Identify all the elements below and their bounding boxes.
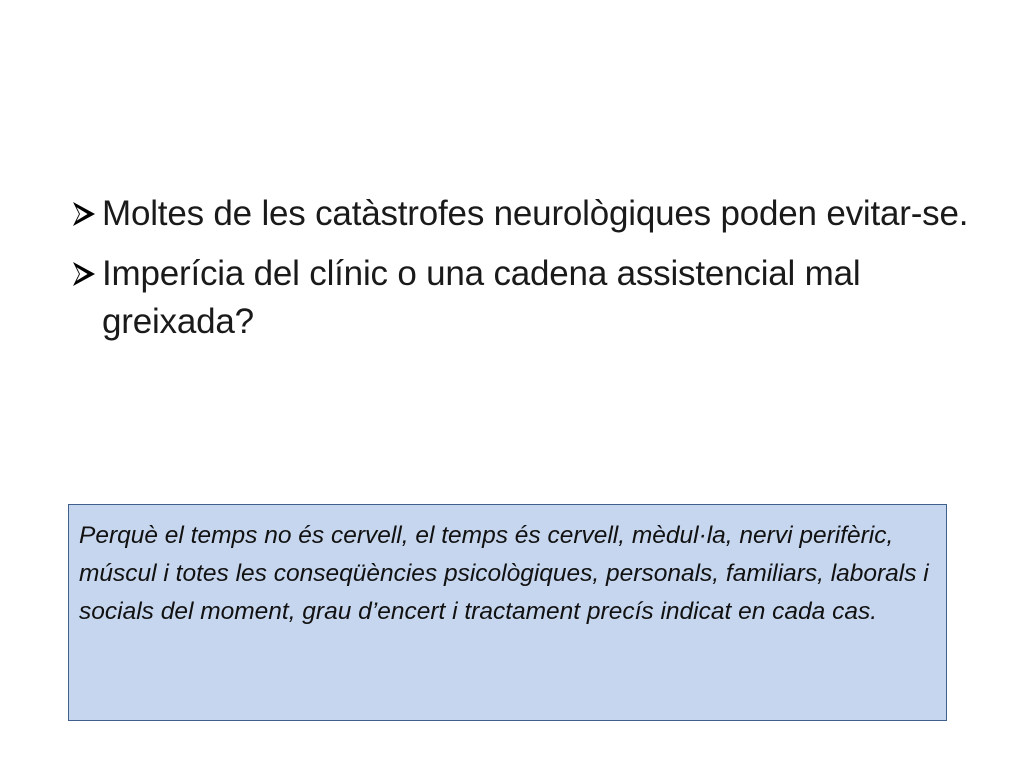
arrowhead-bullet-icon (72, 261, 96, 287)
note-text: Perquè el temps no és cervell, el temps és cervell, mèdul·la, nervi perifèric, múscul i totes les conseqüències psicològiques, personals, familiars, laborals i socials del moment, grau d’encert i tractament precís indicat en cada cas. (79, 522, 929, 625)
bullet-item (72, 190, 972, 238)
arrowhead-bullet-icon (72, 201, 96, 227)
note-textbox (68, 504, 947, 721)
bullet-text: Imperícia del clínic o una cadena assistencial mal greixada? (102, 254, 861, 341)
bullet-item (72, 250, 972, 346)
bullet-text: Moltes de les catàstrofes neurològiques poden evitar-se. (102, 194, 969, 233)
bullet-list (72, 190, 972, 358)
